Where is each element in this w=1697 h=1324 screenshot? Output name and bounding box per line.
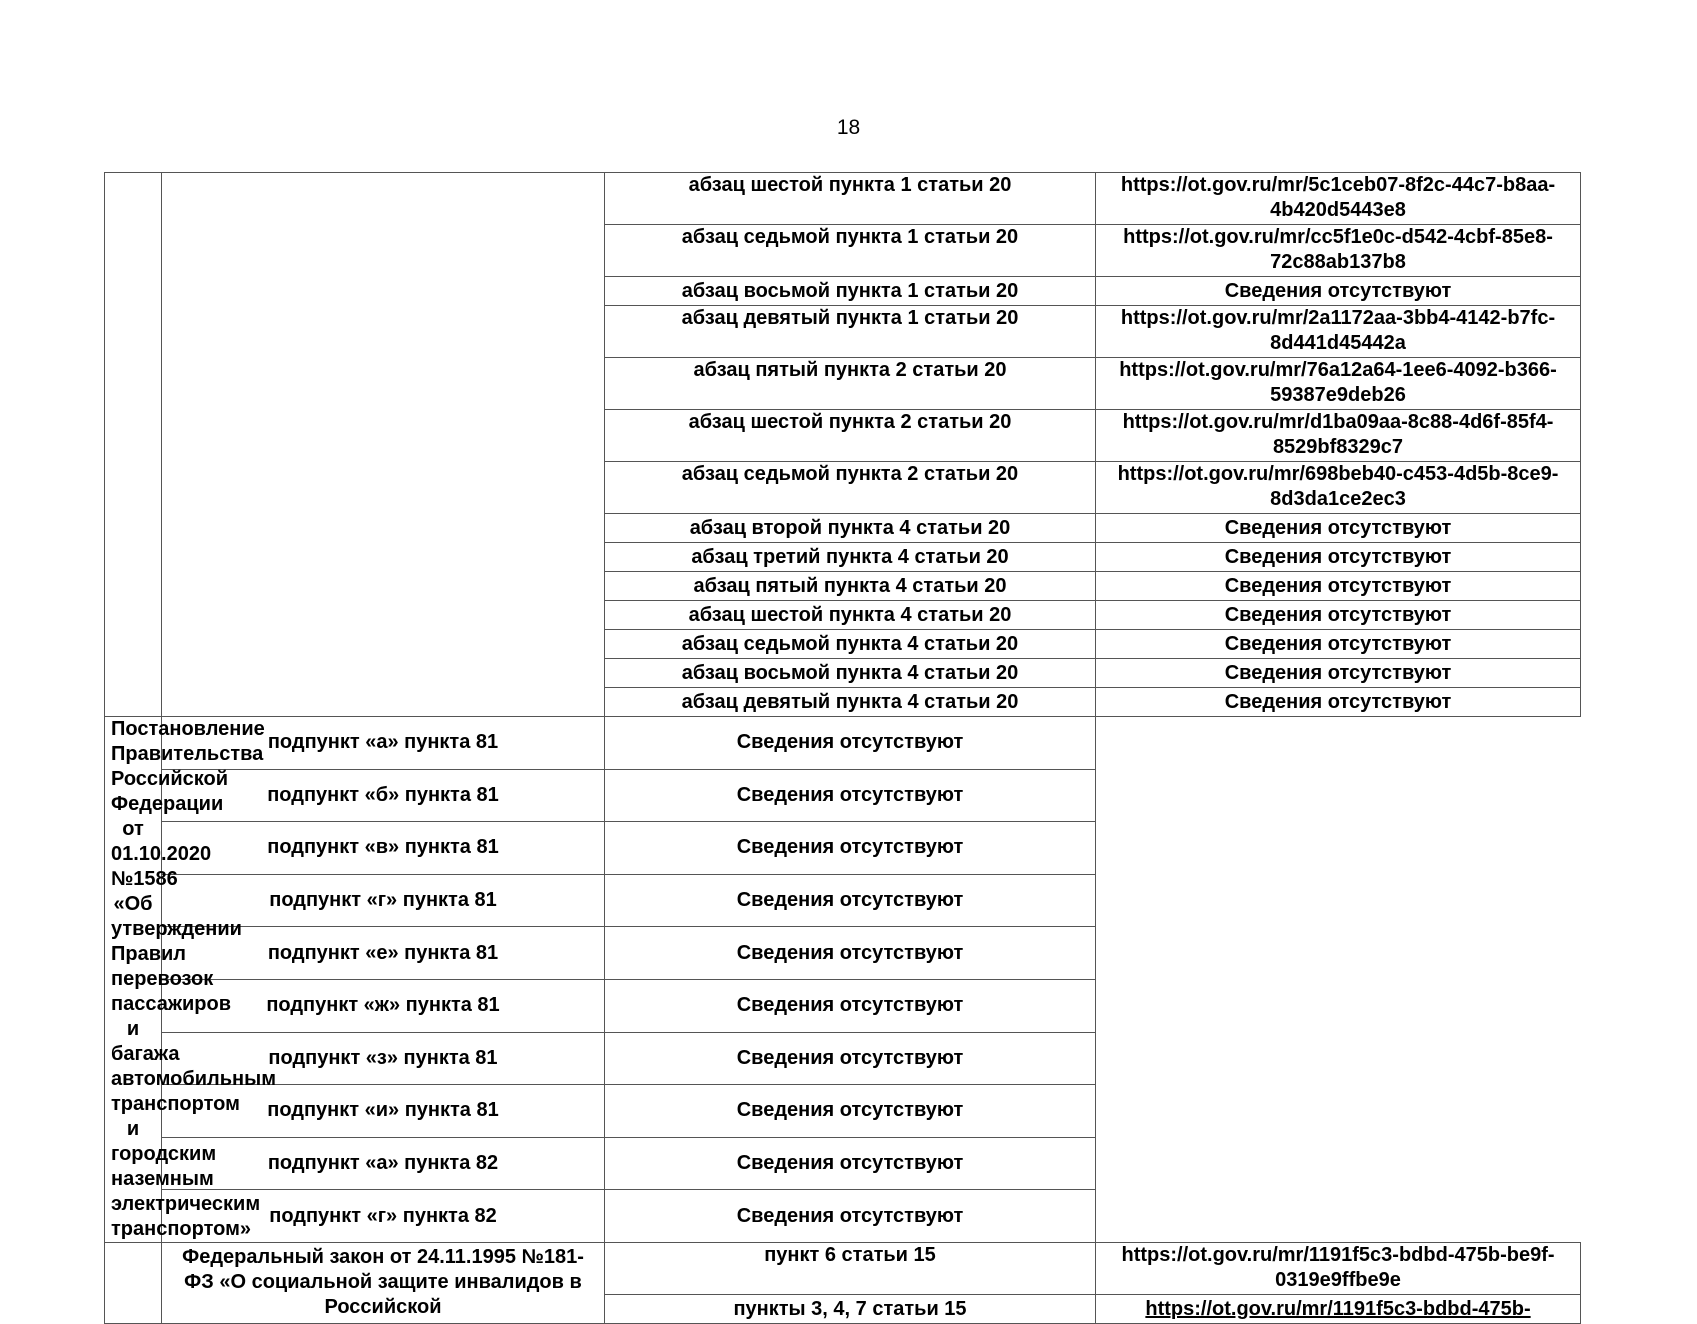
table-row [105, 1190, 1581, 1243]
info-cell: Сведения отсутствуют [605, 1032, 1096, 1085]
info-cell: Сведения отсутствуют [1096, 630, 1581, 659]
table-row [105, 173, 1581, 225]
paragraph-cell: абзац седьмой пункта 2 статьи 20 [605, 462, 1096, 514]
table-row [105, 822, 1581, 875]
info-link-cell[interactable]: https://ot.gov.ru/mr/76a12a64-1ee6-4092-b366-59387e9deb26 [1096, 358, 1581, 410]
paragraph-cell: абзац девятый пункта 1 статьи 20 [605, 306, 1096, 358]
paragraph-cell: абзац девятый пункта 4 статьи 20 [605, 688, 1096, 717]
table-row [105, 927, 1581, 980]
paragraph-cell: абзац шестой пункта 4 статьи 20 [605, 601, 1096, 630]
info-cell: Сведения отсутствуют [1096, 659, 1581, 688]
paragraph-cell: подпункт «и» пункта 81 [162, 1085, 605, 1138]
info-link-cell[interactable]: https://ot.gov.ru/mr/2a1172aa-3bb4-4142-b7fc-8d441d45442a [1096, 306, 1581, 358]
paragraph-cell: подпункт «а» пункта 81 [162, 717, 605, 770]
table-row [105, 874, 1581, 927]
info-cell: Сведения отсутствуют [605, 769, 1096, 822]
paragraph-cell: подпункт «а» пункта 82 [162, 1137, 605, 1190]
info-cell: Сведения отсутствуют [605, 1137, 1096, 1190]
paragraph-cell: абзац седьмой пункта 1 статьи 20 [605, 225, 1096, 277]
act-cell: Постановление Правительства Российской Федерации от 01.10.2020 №1586 «Об утверждении Правил перевозок пассажиров и багажа автомобильным транспортом и городским наземным электрическим транспортом» [105, 717, 162, 1243]
paragraph-cell: пункты 3, 4, 7 статьи 15 [605, 1295, 1096, 1324]
table-row [105, 979, 1581, 1032]
act-cell: Федеральный закон от 24.11.1995 №181-ФЗ «О социальной защите инвалидов в Российской [162, 1243, 605, 1324]
paragraph-cell: абзац восьмой пункта 4 статьи 20 [605, 659, 1096, 688]
info-cell: Сведения отсутствуют [605, 822, 1096, 875]
paragraph-cell: абзац шестой пункта 2 статьи 20 [605, 410, 1096, 462]
info-cell: Сведения отсутствуют [605, 717, 1096, 770]
info-cell: Сведения отсутствуют [1096, 277, 1581, 306]
row-number-cell [105, 173, 162, 717]
row-number-cell [105, 1243, 162, 1324]
paragraph-cell: абзац пятый пункта 4 статьи 20 [605, 572, 1096, 601]
info-cell: Сведения отсутствуют [1096, 572, 1581, 601]
info-link-cell[interactable]: https://ot.gov.ru/mr/698beb40-c453-4d5b-8ce9-8d3da1ce2ec3 [1096, 462, 1581, 514]
info-cell: Сведения отсутствуют [605, 979, 1096, 1032]
info-cell: Сведения отсутствуют [1096, 514, 1581, 543]
paragraph-cell: абзац второй пункта 4 статьи 20 [605, 514, 1096, 543]
table-row [105, 1243, 1581, 1295]
info-cell: Сведения отсутствуют [605, 874, 1096, 927]
paragraph-cell: подпункт «в» пункта 81 [162, 822, 605, 875]
page-number: 18 [836, 116, 861, 139]
paragraph-cell: абзац пятый пункта 2 статьи 20 [605, 358, 1096, 410]
table-row [105, 1137, 1581, 1190]
paragraph-cell: абзац шестой пункта 1 статьи 20 [605, 173, 1096, 225]
paragraph-cell: абзац восьмой пункта 1 статьи 20 [605, 277, 1096, 306]
info-link-cell[interactable]: https://ot.gov.ru/mr/d1ba09aa-8c88-4d6f-85f4-8529bf8329c7 [1096, 410, 1581, 462]
paragraph-cell: подпункт «б» пункта 81 [162, 769, 605, 822]
paragraph-cell: абзац третий пункта 4 статьи 20 [605, 543, 1096, 572]
paragraph-cell: подпункт «з» пункта 81 [162, 1032, 605, 1085]
requirements-table [104, 172, 1581, 1324]
paragraph-cell: подпункт «ж» пункта 81 [162, 979, 605, 1032]
paragraph-cell: абзац седьмой пункта 4 статьи 20 [605, 630, 1096, 659]
info-cell: Сведения отсутствуют [605, 1085, 1096, 1138]
table-row [105, 1032, 1581, 1085]
info-cell: Сведения отсутствуют [1096, 601, 1581, 630]
table-row [105, 717, 1581, 770]
paragraph-cell: подпункт «г» пункта 81 [162, 874, 605, 927]
info-cell: Сведения отсутствуют [1096, 543, 1581, 572]
info-cell: Сведения отсутствуют [1096, 688, 1581, 717]
info-cell: Сведения отсутствуют [605, 927, 1096, 980]
info-link-cell[interactable]: https://ot.gov.ru/mr/5c1ceb07-8f2c-44c7-b8aa-4b420d5443e8 [1096, 173, 1581, 225]
info-link-cell[interactable]: https://ot.gov.ru/mr/1191f5c3-bdbd-475b-be9f-0319e9ffbe9e [1096, 1243, 1581, 1295]
info-link-cell[interactable]: https://ot.gov.ru/mr/cc5f1e0c-d542-4cbf-85e8-72c88ab137b8 [1096, 225, 1581, 277]
table-row [105, 1085, 1581, 1138]
info-cell: Сведения отсутствуют [605, 1190, 1096, 1243]
act-cell [162, 173, 605, 717]
paragraph-cell: пункт 6 статьи 15 [605, 1243, 1096, 1295]
info-link-cell[interactable]: https://ot.gov.ru/mr/1191f5c3-bdbd-475b- [1096, 1295, 1581, 1324]
table-row [105, 769, 1581, 822]
paragraph-cell: подпункт «г» пункта 82 [162, 1190, 605, 1243]
paragraph-cell: подпункт «е» пункта 81 [162, 927, 605, 980]
